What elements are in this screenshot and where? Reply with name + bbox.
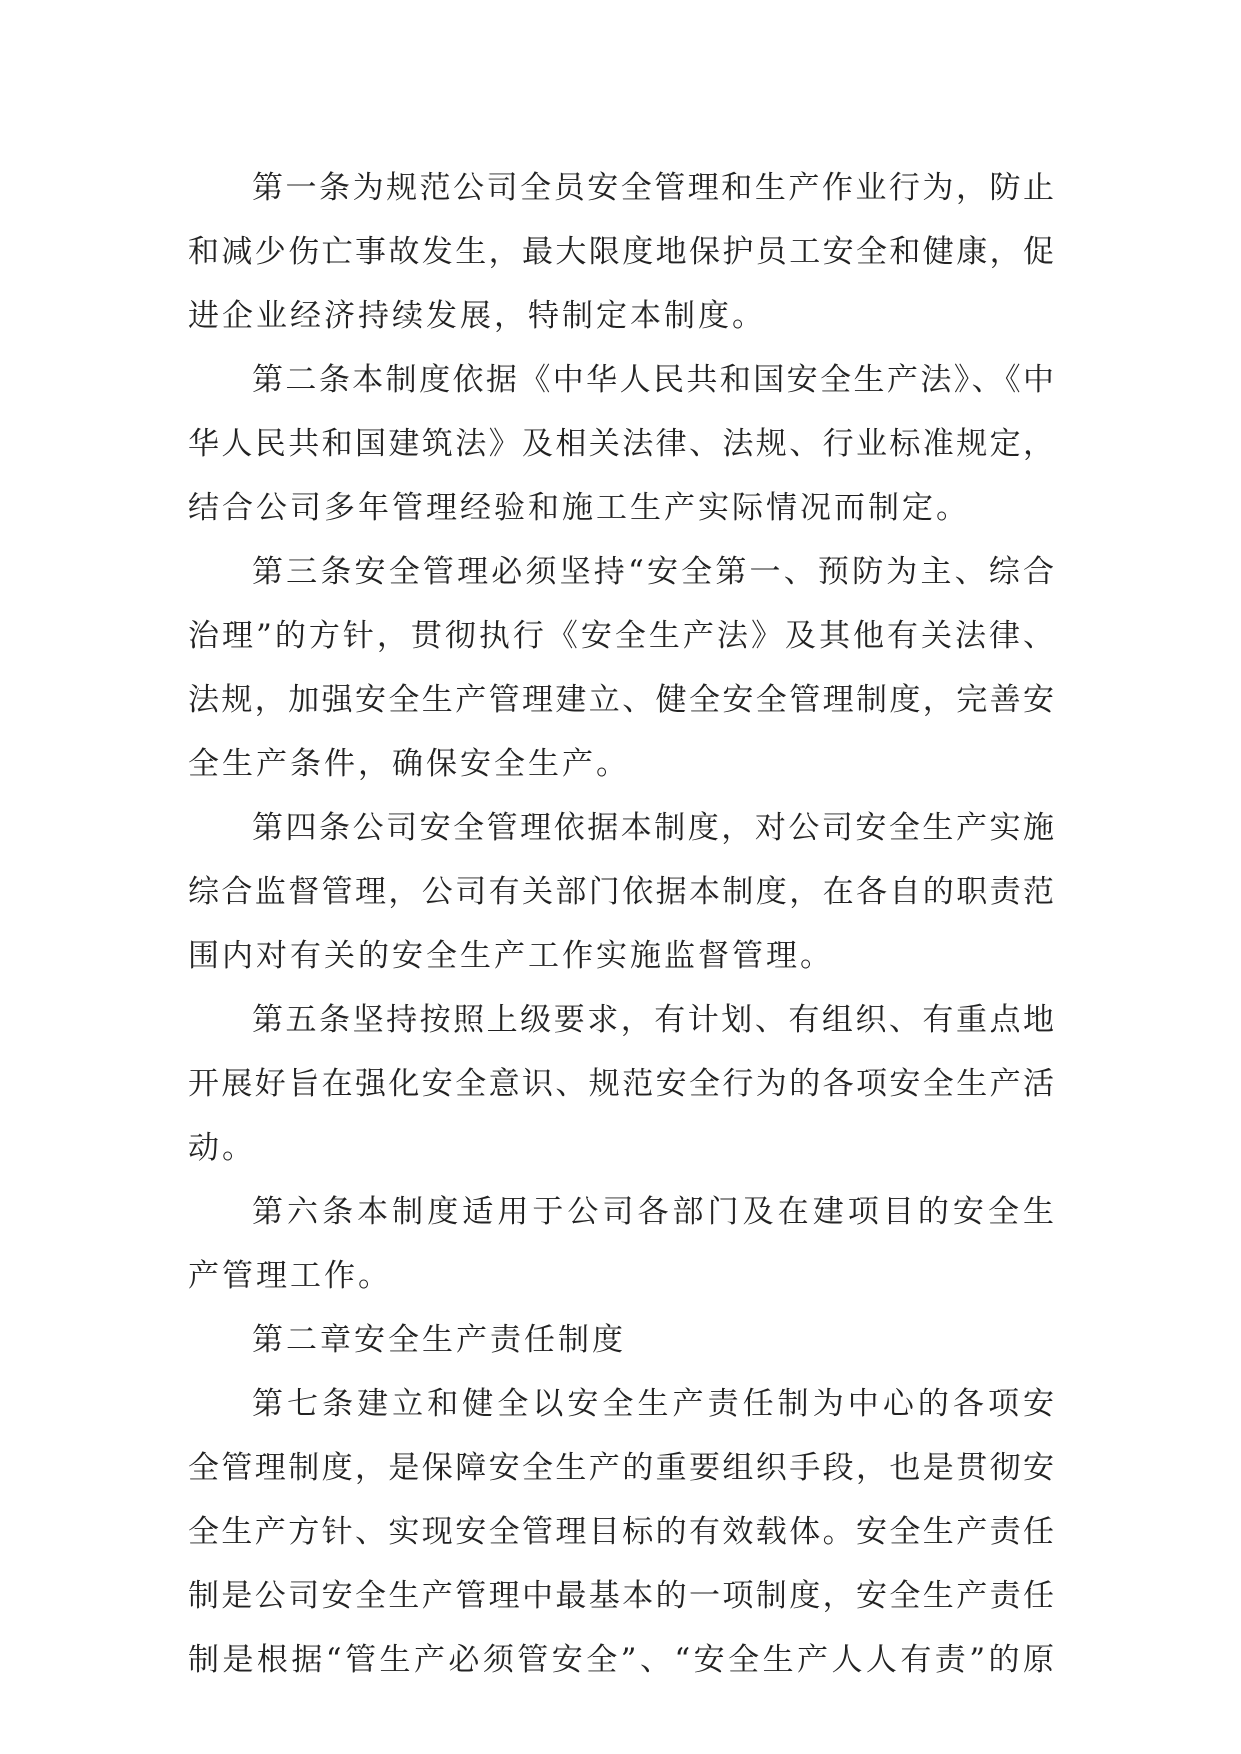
paragraph-7-line-5: 制是根据“管生产必须管安全”、“安全生产人人有责”的原 [188, 1642, 1054, 1678]
paragraph-3-line-1: 第三条安全管理必须坚持“安全第一、预防为主、综合 [252, 554, 1054, 590]
paragraph-4-line-3: 围内对有关的安全生产工作实施监督管理。 [188, 938, 834, 974]
paragraph-3-line-4: 全生产条件，确保安全生产。 [188, 746, 630, 782]
paragraph-6-line-1: 第六条本制度适用于公司各部门及在建项目的安全生 [252, 1194, 1054, 1230]
paragraph-3-line-3: 法规，加强安全生产管理建立、健全安全管理制度，完善安 [188, 682, 1054, 718]
paragraph-1-line-3: 进企业经济持续发展，特制定本制度。 [188, 298, 766, 334]
document-body [188, 156, 1054, 1692]
paragraph-1-line-2: 和减少伤亡事故发生，最大限度地保护员工安全和健康，促 [188, 234, 1054, 270]
paragraph-7-line-4: 制是公司安全生产管理中最基本的一项制度，安全生产责任 [188, 1578, 1054, 1614]
paragraph-5-line-3: 动。 [188, 1130, 256, 1166]
paragraph-5-line-2: 开展好旨在强化安全意识、规范安全行为的各项安全生产活 [188, 1066, 1054, 1102]
paragraph-2-line-2: 华人民共和国建筑法》及相关法律、法规、行业标准规定， [188, 426, 1054, 462]
paragraph-2-line-1: 第二条本制度依据《中华人民共和国安全生产法》、《中 [252, 362, 1054, 398]
paragraph-1-line-1: 第一条为规范公司全员安全管理和生产作业行为，防止 [252, 170, 1054, 206]
chapter-heading: 第二章安全生产责任制度 [252, 1322, 626, 1358]
paragraph-7-line-1: 第七条建立和健全以安全生产责任制为中心的各项安 [252, 1386, 1054, 1422]
paragraph-5-line-1: 第五条坚持按照上级要求，有计划、有组织、有重点地 [252, 1002, 1054, 1038]
paragraph-4-line-2: 综合监督管理，公司有关部门依据本制度，在各自的职责范 [188, 874, 1054, 910]
paragraph-4-line-1: 第四条公司安全管理依据本制度，对公司安全生产实施 [252, 810, 1054, 846]
paragraph-3-line-2: 治理”的方针，贯彻执行《安全生产法》及其他有关法律、 [188, 618, 1054, 654]
paragraph-7-line-2: 全管理制度，是保障安全生产的重要组织手段，也是贯彻安 [188, 1450, 1054, 1486]
paragraph-6-line-2: 产管理工作。 [188, 1258, 392, 1294]
paragraph-2-line-3: 结合公司多年管理经验和施工生产实际情况而制定。 [188, 490, 970, 526]
paragraph-7-line-3: 全生产方针、实现安全管理目标的有效载体。安全生产责任 [188, 1514, 1054, 1550]
